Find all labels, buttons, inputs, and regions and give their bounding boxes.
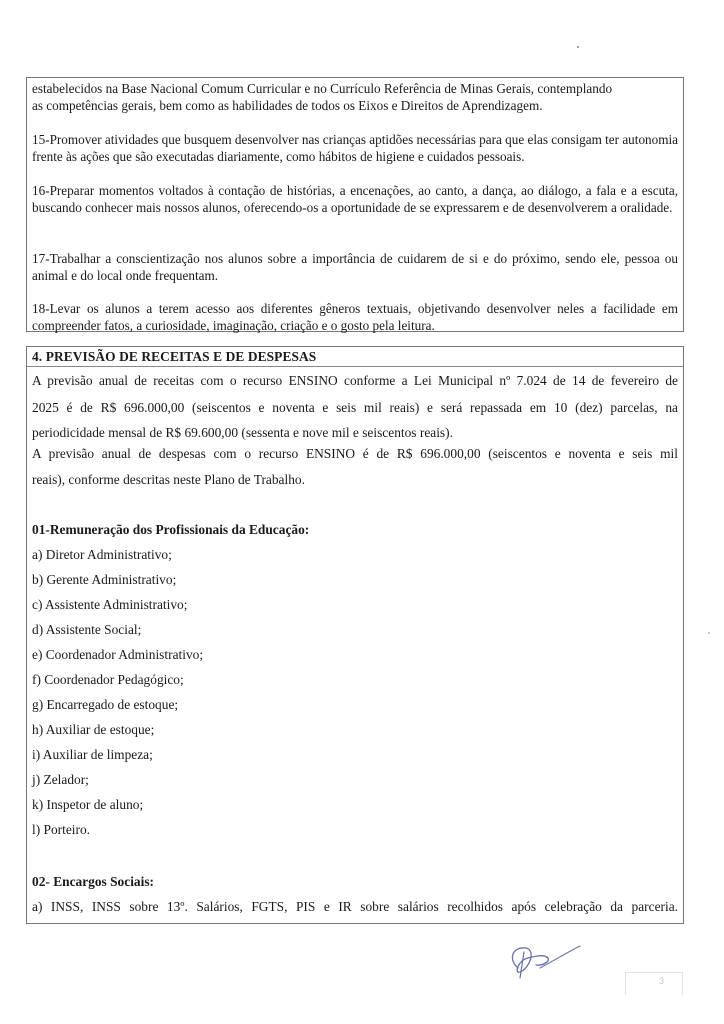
group1-item: j) Zelador;: [32, 772, 89, 787]
group1-item: h) Auxiliar de estoque;: [32, 722, 155, 737]
intro-line: estabelecidos na Base Nacional Comum Curricular e no Currículo Referência de Minas Gerais, contemplando: [32, 81, 613, 96]
objective-item-16: 16-Preparar momentos voltados à contação de histórias, a encenações, ao canto, a dança, ao diálogo, a fala e a escuta, buscando conhecer mais nossos alunos, oferecendo-os a oportunidade de se expressarem e de desenvolverem a oralidade.: [32, 183, 678, 215]
group1-item: e) Coordenador Administrativo;: [32, 647, 204, 662]
objective-item-17: 17-Trabalhar a conscientização nos alunos sobre a importância de cuidarem de si e do próximo, sendo ele, pessoa ou animal e do local onde frequentam.: [32, 251, 678, 283]
intro-line: as competências gerais, bem como as habilidades de todos os Eixos e Direitos de Aprendizagem.: [32, 98, 543, 113]
scan-speck: [708, 632, 710, 634]
group1-item: a) Diretor Administrativo;: [32, 547, 172, 562]
group1-item: c) Assistente Administrativo;: [32, 597, 188, 612]
objective-item-18: 18-Levar os alunos a terem acesso aos diferentes gêneros textuais, objetivando desenvolver neles a facilidade em compreender fatos, a curiosidade, imaginação, criação e o gosto pela leitura.: [32, 301, 678, 333]
signature-mark: [500, 938, 590, 988]
group1-item: g) Encarregado de estoque;: [32, 697, 179, 712]
objectives-continuation-box: [26, 77, 684, 332]
page-number-stamp: [625, 972, 683, 995]
intro-paragraph: [32, 80, 678, 114]
section-heading: 4. PREVISÃO DE RECEITAS E DE DESPESAS: [32, 349, 317, 364]
group1-item: k) Inspetor de aluno;: [32, 797, 144, 812]
objective-item-15: 15-Promover atividades que busquem desenvolver nas crianças aptidões necessárias para que elas consigam ter autonomia frente às ações que são executadas diariamente, como hábitos de higiene e cuidados pessoais.: [32, 132, 678, 164]
revenue-expense-section: [26, 346, 684, 924]
scan-speck: [577, 46, 579, 48]
group2-item: a) INSS, INSS sobre 13º. Salários, FGTS, PIS e IR sobre salários recolhidos após celebração da parceria.: [32, 899, 678, 914]
page-number: 3: [658, 976, 664, 986]
group1-item: i) Auxiliar de limpeza;: [32, 747, 153, 762]
revenue-line: 2025 é de R$ 696.000,00 (seiscentos e noventa e seis mil reais) e será repassada em 10 (dez) parcelas, na: [32, 400, 678, 415]
group1-item: d) Assistente Social;: [32, 622, 142, 637]
revenue-line: periodicidade mensal de R$ 69.600,00 (sessenta e nove mil e seiscentos reais).: [32, 425, 453, 440]
expense-line: A previsão anual de despesas com o recurso ENSINO é de R$ 696.000,00 (seiscentos e noventa e seis mil: [32, 446, 678, 461]
group1-item: b) Gerente Administrativo;: [32, 572, 177, 587]
group1-item: f) Coordenador Pedagógico;: [32, 672, 184, 687]
section-heading-row: [27, 347, 683, 367]
expense-line: reais), conforme descritas neste Plano de Trabalho.: [32, 472, 305, 487]
group1-title: 01-Remuneração dos Profissionais da Educação:: [32, 522, 310, 537]
group1-item: l) Porteiro.: [32, 822, 91, 837]
group2-title: 02- Encargos Sociais:: [32, 874, 154, 889]
revenue-line: A previsão anual de receitas com o recurso ENSINO conforme a Lei Municipal nº 7.024 de 14 de fevereiro de: [32, 373, 678, 388]
